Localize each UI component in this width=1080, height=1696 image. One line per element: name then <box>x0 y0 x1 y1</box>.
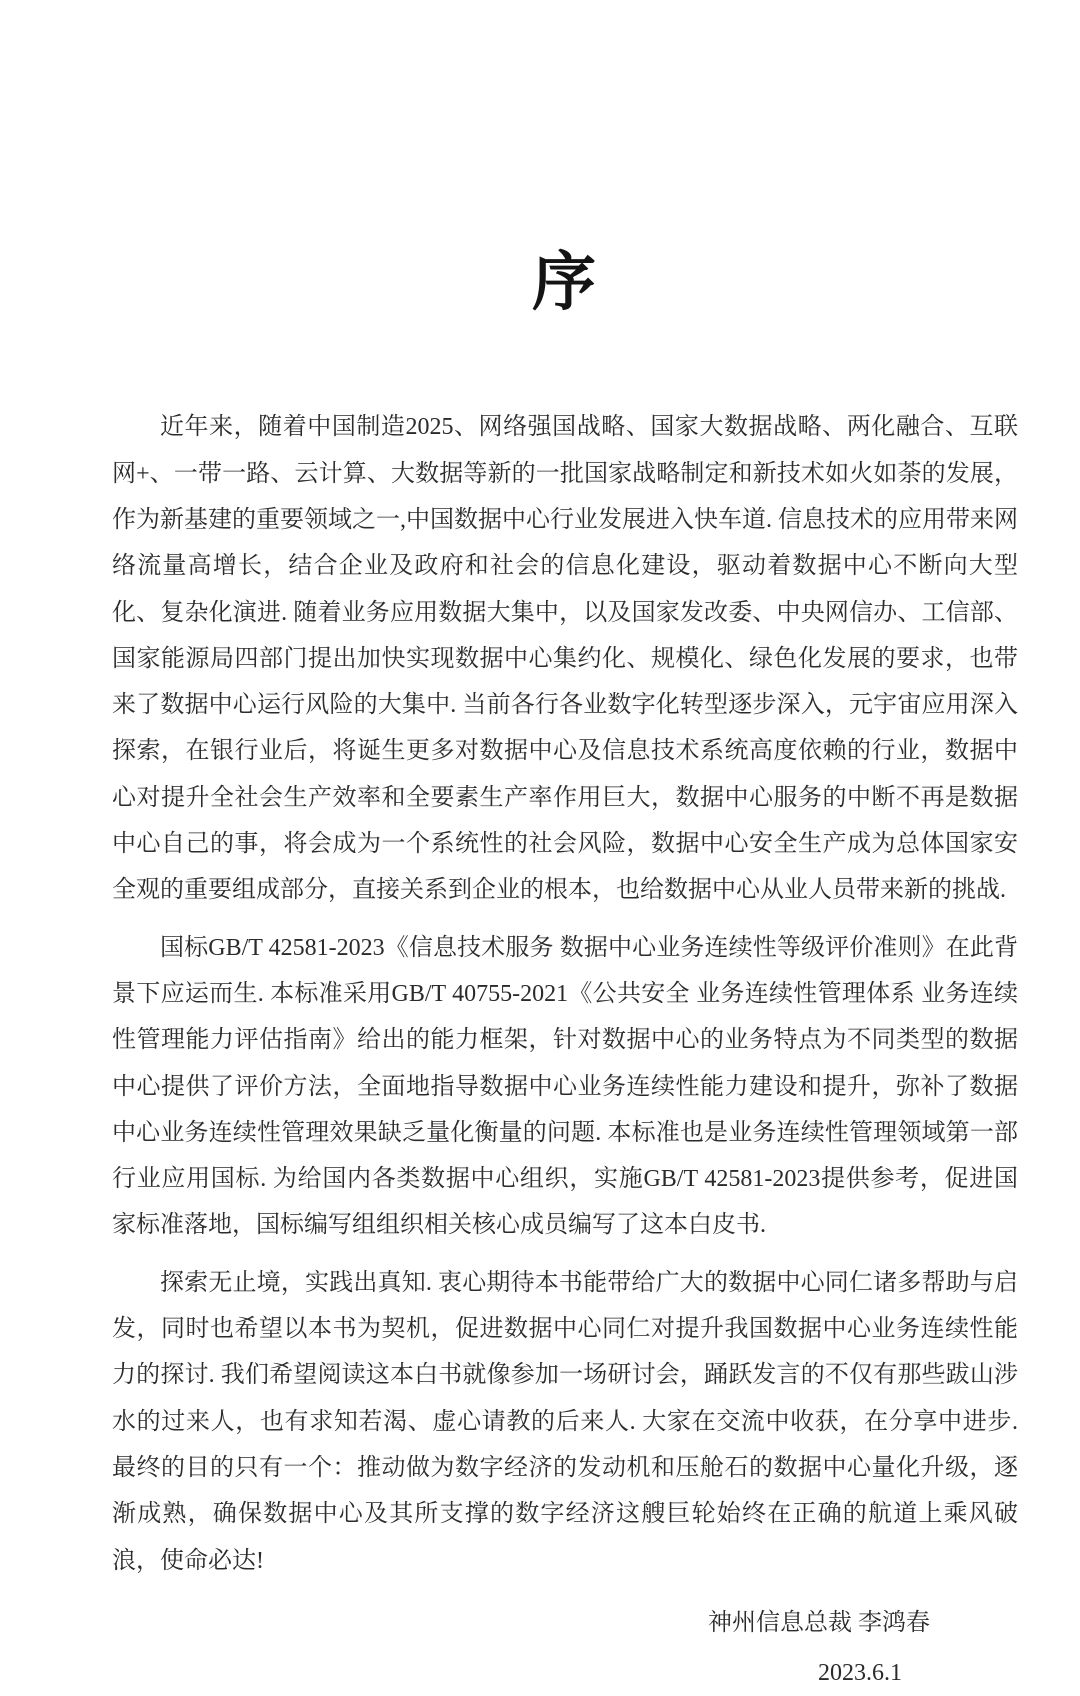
signature-author: 神州信息总裁 李鸿春 <box>708 1609 930 1636</box>
preface-paragraph-2: 国标GB/T 42581-2023《信息技术服务 数据中心业务连续性等级评价准则》在此背景下应运而生. 本标准采用GB/T 40755-2021《公共安全 业务连续性管理体系 业务连续性管理能力评估指南》给出的能力框架，针对数据中心的业务特点为不同类型的数据中心提供了评价方法，全面地指导数据中心业务连续性能力建设和提升，弥补了数据中心业务连续性管理效果缺乏量化衡量的问题. 本标准也是业务连续性管理领域第一部行业应用国标. 为给国内各类数据中心组织，实施GB/T 42581-2023提供参考，促进国家标准落地，国标编写组组织相关核心成员编写了这本白皮书. <box>112 934 1018 1239</box>
page-content <box>112 0 1018 1696</box>
page-title: 序 <box>532 247 598 318</box>
preface-paragraph-1: 近年来，随着中国制造2025、网络强国战略、国家大数据战略、两化融合、互联网+、一带一路、云计算、大数据等新的一批国家战略制定和新技术如火如荼的发展，作为新基建的重要领域之一,中国数据中心行业发展进入快车道. 信息技术的应用带来网络流量高增长，结合企业及政府和社会的信息化建设，驱动着数据中心不断向大型化、复杂化演进. 随着业务应用数据大集中，以及国家发改委、中央网信办、工信部、国家能源局四部门提出加快实现数据中心集约化、规模化、绿色化发展的要求，也带来了数据中心运行风险的大集中. 当前各行各业数字化转型逐步深入，元宇宙应用深入探索，在银行业后，将诞生更多对数据中心及信息技术系统高度依赖的行业，数据中心对提升全社会生产效率和全要素生产率作用巨大，数据中心服务的中断不再是数据中心自己的事，将会成为一个系统性的社会风险，数据中心安全生产成为总体国家安全观的重要组成部分，直接关系到企业的根本，也给数据中心从业人员带来新的挑战. <box>112 414 1018 904</box>
preface-paragraph-3: 探索无止境，实践出真知. 衷心期待本书能带给广大的数据中心同仁诸多帮助与启发，同时也希望以本书为契机，促进数据中心同仁对提升我国数据中心业务连续性能力的探讨. 我们希望阅读这本白书就像参加一场研讨会，踊跃发言的不仅有那些跋山涉水的过来人，也有求知若渴、虚心请教的后来人. 大家在交流中收获，在分享中进步. 最终的目的只有一个：推动做为数字经济的发动机和压舱石的数据中心量化升级，逐渐成熟，确保数据中心及其所支撑的数字经济这艘巨轮始终在正确的航道上乘风破浪，使命必达! <box>112 1269 1018 1574</box>
signature-block <box>112 1600 1018 1696</box>
preface-body <box>112 404 1018 1583</box>
signature-date: 2023.6.1 <box>818 1659 902 1686</box>
